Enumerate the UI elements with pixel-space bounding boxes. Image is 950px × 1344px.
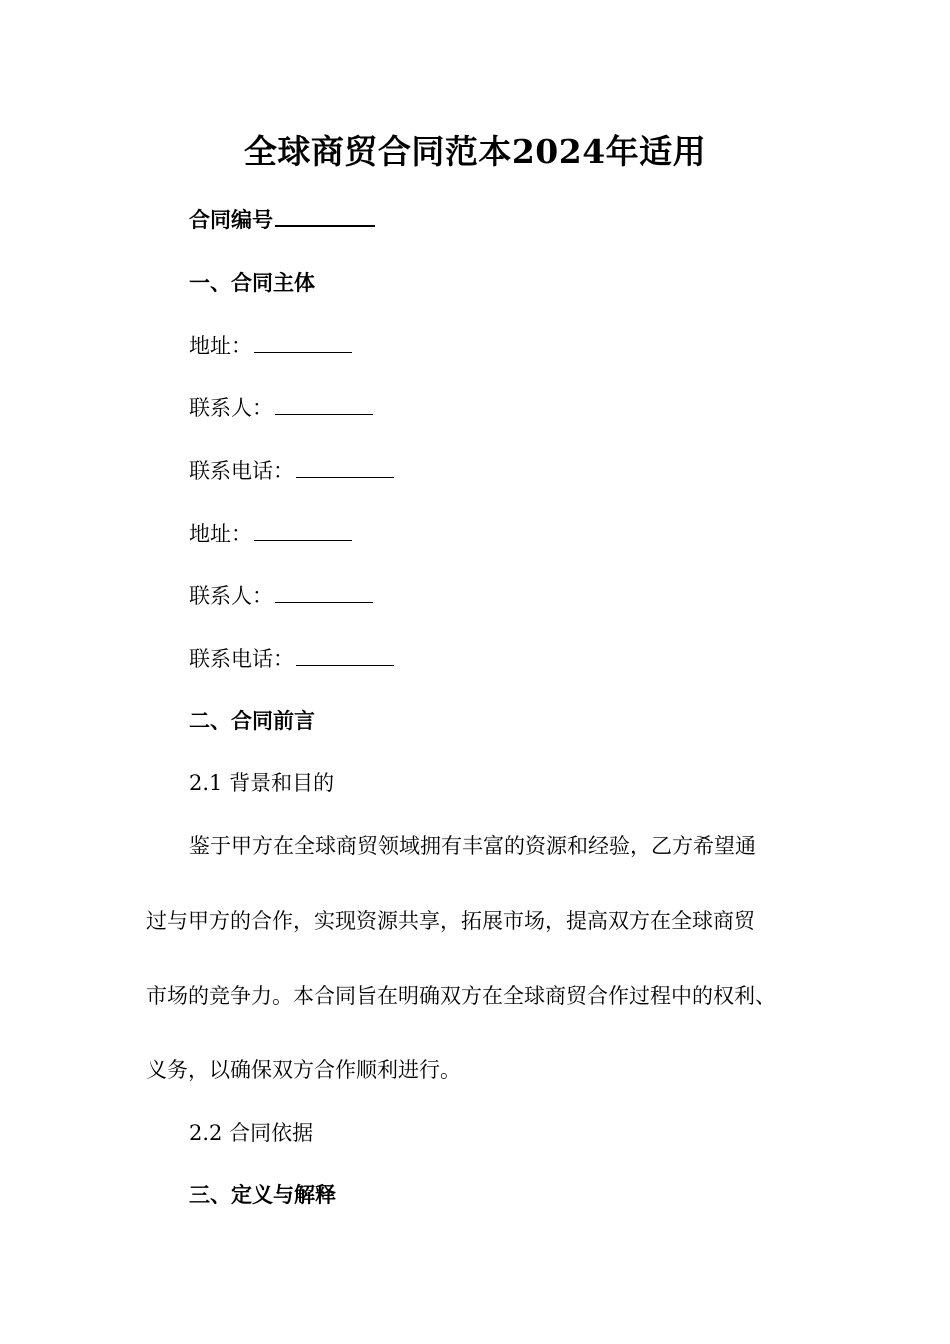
document-title: 全球商贸合同范本2024年适用 — [243, 132, 707, 171]
paragraph-line-2: 过与甲方的合作，实现资源共享，拓展市场，提高双方在全球商贸 — [146, 909, 755, 933]
party-a-contact-blank — [275, 394, 373, 415]
paragraph-line-4: 义务，以确保双方合作顺利进行。 — [146, 1058, 461, 1082]
contract-number-blank — [275, 205, 375, 227]
section-3-heading: 三、定义与解释 — [189, 1182, 336, 1207]
party-b-address-line — [189, 519, 352, 549]
party-a-address-label: 地址： — [189, 334, 252, 358]
party-b-phone-line — [189, 644, 394, 674]
contract-number-line — [189, 205, 375, 235]
party-a-phone-label: 联系电话： — [189, 459, 294, 483]
section-1-heading: 一、合同主体 — [189, 270, 315, 295]
party-b-contact-label: 联系人： — [189, 584, 273, 608]
contract-number-label: 合同编号 — [189, 207, 273, 232]
party-b-contact-blank — [275, 582, 373, 603]
paragraph-line-1: 鉴于甲方在全球商贸领域拥有丰富的资源和经验，乙方希望通 — [189, 834, 756, 858]
party-a-contact-label: 联系人： — [189, 396, 273, 420]
party-a-phone-line — [189, 456, 394, 486]
paragraph-line-3: 市场的竞争力。本合同旨在明确双方在全球商贸合作过程中的权利、 — [146, 984, 776, 1008]
party-a-address-blank — [254, 332, 352, 353]
section-2-heading: 二、合同前言 — [189, 708, 315, 733]
subsection-2-1: 2.1 背景和目的 — [189, 771, 335, 795]
party-b-address-blank — [254, 520, 352, 541]
party-a-contact-line — [189, 393, 373, 423]
party-b-contact-line — [189, 581, 373, 611]
party-a-address-line — [189, 331, 352, 361]
party-b-phone-blank — [296, 645, 394, 666]
party-b-address-label: 地址： — [189, 522, 252, 546]
subsection-2-2: 2.2 合同依据 — [189, 1121, 314, 1145]
party-b-phone-label: 联系电话： — [189, 647, 294, 671]
party-a-phone-blank — [296, 457, 394, 478]
